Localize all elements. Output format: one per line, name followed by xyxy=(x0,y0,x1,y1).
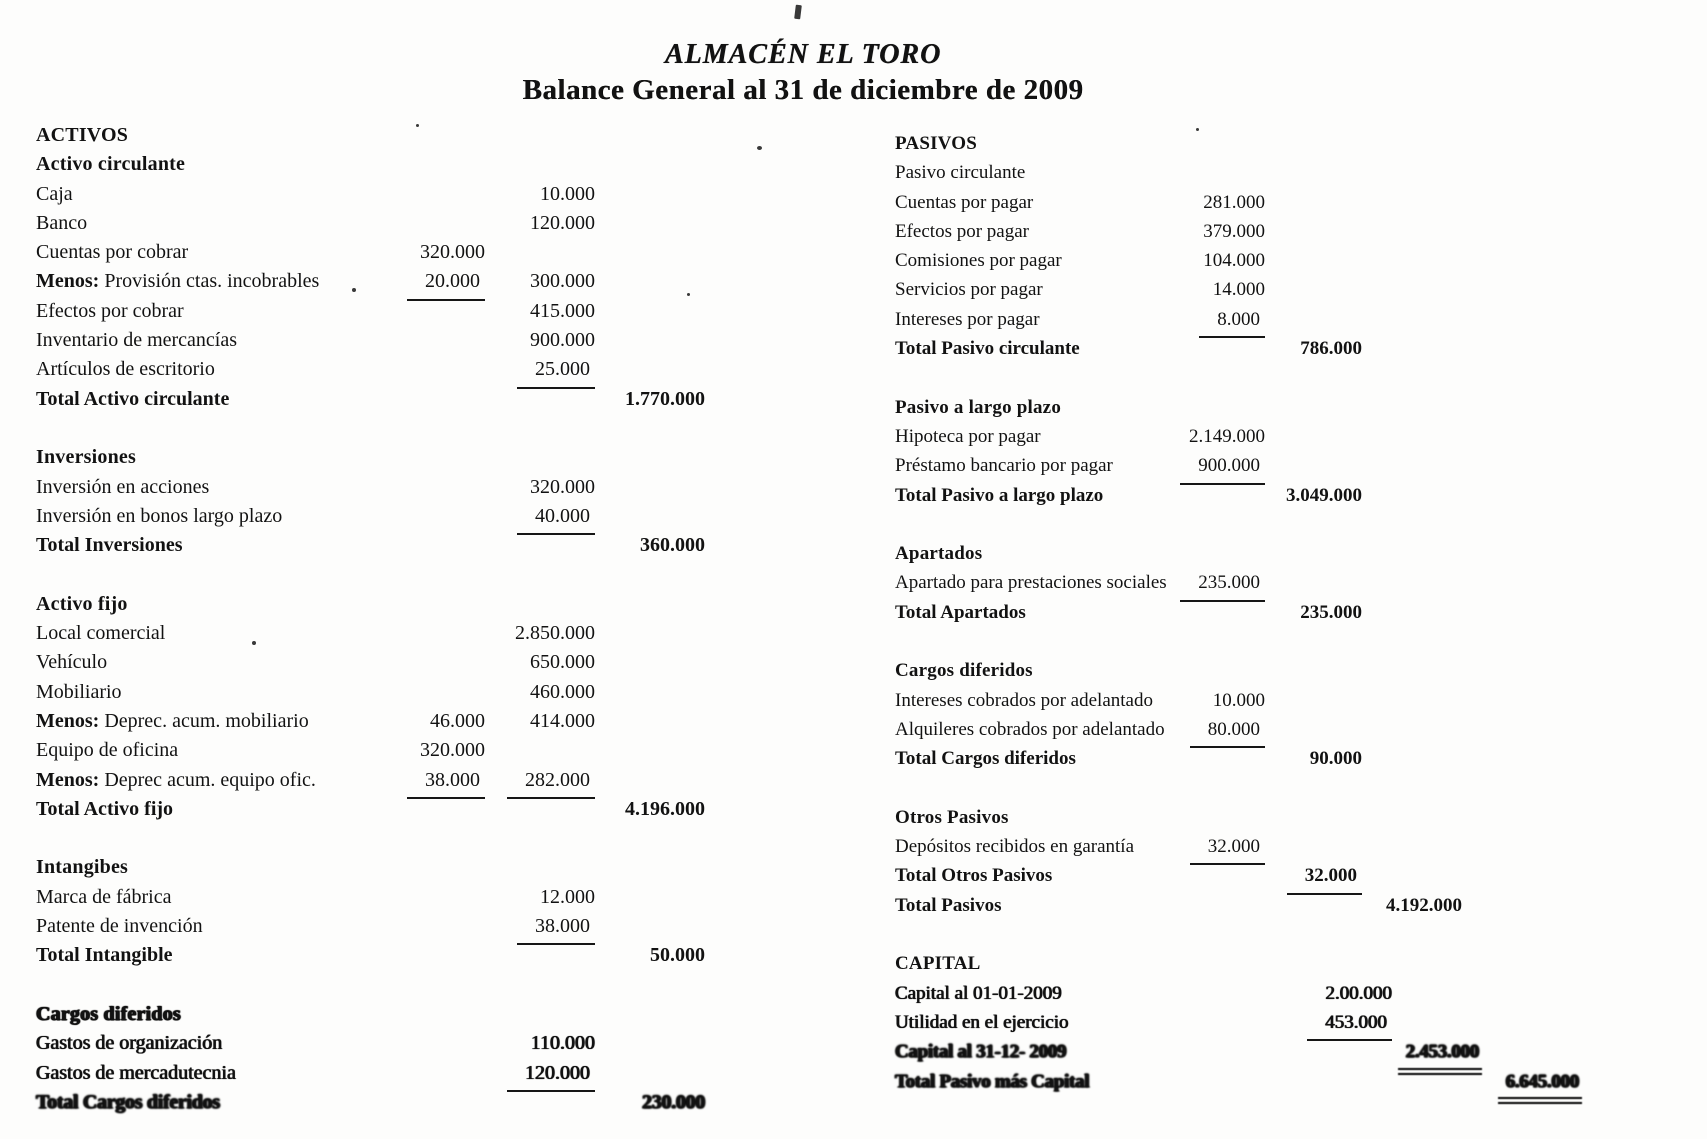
account-label: Menos: Deprec. acum. mobiliario xyxy=(36,709,309,732)
account-label: Servicios por pagar xyxy=(895,279,1043,301)
amount-value: 46.000 xyxy=(430,709,485,732)
assets-column xyxy=(36,121,736,1117)
amount-value: 900.000 xyxy=(1180,451,1265,484)
amount-cell xyxy=(1412,1067,1582,1104)
amount-value: 460.000 xyxy=(530,680,595,703)
account-label: Capital al 01-01-2009 xyxy=(895,982,1062,1004)
account-label: CAPITAL xyxy=(895,953,981,975)
row-spacer xyxy=(36,560,736,589)
amount-value: 320.000 xyxy=(530,475,595,498)
amount-value: 25.000 xyxy=(517,355,595,388)
amount-cell xyxy=(1095,568,1265,601)
amount-cell xyxy=(425,180,595,209)
account-label: ACTIVOS xyxy=(36,124,129,146)
account-label: Gastos de mercadutecnia xyxy=(36,1061,236,1084)
amount-value: 300.000 xyxy=(530,270,595,293)
account-label: Total Pasivo a largo plazo xyxy=(895,484,1104,506)
scan-speck xyxy=(1196,128,1199,131)
amount-value: 10.000 xyxy=(540,182,595,205)
amount-value: 2.453.000 xyxy=(1398,1037,1482,1074)
amount-value: 12.000 xyxy=(540,885,595,908)
balance-row xyxy=(36,473,736,502)
balance-row xyxy=(895,393,1595,422)
amount-value: 230.000 xyxy=(642,1090,705,1113)
amount-value: 320.000 xyxy=(420,739,485,762)
amount-value: 40.000 xyxy=(517,502,595,535)
balance-row xyxy=(36,795,736,824)
balance-row xyxy=(36,707,736,736)
amount-value: 80.000 xyxy=(1190,715,1265,748)
account-label: Activo circulante xyxy=(36,153,186,176)
balance-row xyxy=(36,590,736,619)
amount-value: 38.000 xyxy=(517,912,595,945)
amount-cell xyxy=(1222,979,1392,1008)
amount-cell xyxy=(315,736,485,765)
amount-value: 90.000 xyxy=(1309,748,1362,770)
amount-value: 235.000 xyxy=(1300,601,1362,623)
amount-value: 360.000 xyxy=(640,534,705,557)
account-label: Utilidad en el ejercicio xyxy=(895,1011,1069,1033)
account-label: Apartado para prestaciones sociales xyxy=(895,572,1167,594)
balance-row xyxy=(36,502,736,531)
balance-row xyxy=(36,326,736,355)
amount-value: 650.000 xyxy=(530,651,595,674)
row-spacer xyxy=(36,971,736,1000)
balance-row xyxy=(36,150,736,179)
amount-cell xyxy=(1292,891,1462,920)
amount-cell xyxy=(1095,246,1265,275)
amount-cell xyxy=(425,883,595,912)
scan-speck xyxy=(416,124,419,127)
balance-row xyxy=(895,305,1595,334)
amount-cell xyxy=(425,326,595,355)
account-label: Cargos diferidos xyxy=(895,660,1033,682)
account-label: Artículos de escritorio xyxy=(36,358,215,381)
balance-row xyxy=(895,275,1595,304)
amount-value: 2.00.000 xyxy=(1325,982,1392,1004)
balance-row xyxy=(36,678,736,707)
amount-cell xyxy=(425,473,595,502)
amount-value: 38.000 xyxy=(407,766,485,799)
amount-value: 3.049.000 xyxy=(1286,484,1362,506)
account-label: Mobiliario xyxy=(36,680,122,703)
balance-row xyxy=(36,180,736,209)
amount-cell xyxy=(1222,1008,1392,1041)
amount-value: 4.192.000 xyxy=(1386,894,1462,916)
amount-cell xyxy=(315,238,485,267)
document-header xyxy=(0,38,1606,109)
account-label: Inversiones xyxy=(36,446,136,469)
account-label: Cuentas por pagar xyxy=(895,191,1034,213)
amount-cell xyxy=(535,1088,705,1117)
balance-row xyxy=(895,539,1595,568)
amount-value: 32.000 xyxy=(1190,832,1265,865)
account-label: Marca de fábrica xyxy=(36,885,172,908)
liabilities-column xyxy=(895,129,1595,1096)
account-label: Total Apartados xyxy=(895,601,1026,623)
amount-value: 120.000 xyxy=(507,1059,595,1092)
menos-prefix: Menos: xyxy=(36,270,100,293)
balance-row xyxy=(36,238,736,267)
balance-row xyxy=(36,385,736,414)
account-label: Cuentas por cobrar xyxy=(36,241,189,264)
amount-cell xyxy=(425,209,595,238)
balance-row xyxy=(36,736,736,765)
balance-row xyxy=(895,744,1595,773)
amount-value: 1.770.000 xyxy=(625,387,705,410)
balance-row xyxy=(36,1000,736,1029)
balance-row xyxy=(895,158,1595,187)
scan-speck xyxy=(687,293,690,296)
row-spacer xyxy=(895,774,1595,803)
account-label: Total Pasivo más Capital xyxy=(895,1070,1090,1092)
balance-row xyxy=(895,188,1595,217)
amount-value: 282.000 xyxy=(507,766,595,799)
amount-cell xyxy=(535,385,705,414)
account-label: Patente de invención xyxy=(36,915,203,938)
balance-row xyxy=(895,129,1595,158)
scan-speck xyxy=(252,641,256,645)
amount-value: 900.000 xyxy=(530,329,595,352)
amount-cell xyxy=(1192,744,1362,773)
account-label: Total Pasivo circulante xyxy=(895,338,1080,360)
amount-cell xyxy=(535,795,705,824)
balance-row xyxy=(36,1059,736,1088)
amount-value: 235.000 xyxy=(1180,568,1265,601)
amount-value: 414.000 xyxy=(530,709,595,732)
account-label: Total Pasivos xyxy=(895,894,1002,916)
account-label: Intereses cobrados por adelantado xyxy=(895,689,1153,711)
account-label: Pasivo a largo plazo xyxy=(895,396,1062,418)
amount-cell xyxy=(425,297,595,326)
amount-cell xyxy=(1095,188,1265,217)
balance-row xyxy=(895,861,1595,890)
amount-cell xyxy=(425,707,595,736)
amount-value: 6.645.000 xyxy=(1498,1067,1582,1104)
account-label: Intangibes xyxy=(36,856,129,879)
account-label: Efectos por pagar xyxy=(895,220,1029,242)
amount-value: 2.149.000 xyxy=(1189,425,1265,447)
amount-cell xyxy=(535,531,705,560)
account-label: Vehículo xyxy=(36,651,108,674)
amount-cell xyxy=(425,678,595,707)
amount-cell xyxy=(425,355,595,388)
menos-prefix: Menos: xyxy=(36,709,100,732)
amount-cell xyxy=(425,502,595,535)
amount-cell xyxy=(535,941,705,970)
balance-row xyxy=(895,979,1595,1008)
account-label: Cargos diferidos xyxy=(36,1002,181,1025)
account-label: Préstamo bancario por pagar xyxy=(895,455,1113,477)
account-label: Total Activo circulante xyxy=(36,387,230,410)
balance-row xyxy=(895,451,1595,480)
account-label: Equipo de oficina xyxy=(36,739,179,762)
amount-value: 281.000 xyxy=(1203,191,1265,213)
balance-row xyxy=(36,531,736,560)
account-label: Total Otros Pasivos xyxy=(895,865,1053,887)
amount-cell xyxy=(425,648,595,677)
account-label: Menos: Provisión ctas. incobrables xyxy=(36,270,320,293)
balance-row xyxy=(36,1029,736,1058)
balance-row xyxy=(36,766,736,795)
balance-row xyxy=(36,121,736,150)
row-spacer xyxy=(895,363,1595,392)
account-label: Menos: Deprec acum. equipo ofic. xyxy=(36,768,316,791)
balance-row xyxy=(36,209,736,238)
menos-prefix: Menos: xyxy=(36,768,100,791)
account-label: Depósitos recibidos en garantía xyxy=(895,836,1135,858)
amount-cell xyxy=(1095,305,1265,338)
account-label: Pasivo circulante xyxy=(895,162,1026,184)
balance-row xyxy=(895,832,1595,861)
amount-value: 50.000 xyxy=(650,944,705,967)
account-label: Comisiones por pagar xyxy=(895,250,1062,272)
amount-value: 2.850.000 xyxy=(515,622,595,645)
account-label: Activo fijo xyxy=(36,592,128,615)
account-label: Local comercial xyxy=(36,622,166,645)
account-label: Otros Pasivos xyxy=(895,806,1009,828)
amount-value: 8.000 xyxy=(1199,305,1265,338)
account-label: Inversión en acciones xyxy=(36,475,210,498)
balance-row xyxy=(895,1037,1595,1066)
scan-speck xyxy=(794,5,802,20)
account-label: Apartados xyxy=(895,543,983,565)
amount-value: 10.000 xyxy=(1212,689,1265,711)
balance-row xyxy=(36,1088,736,1117)
account-label: Inversión en bonos largo plazo xyxy=(36,504,283,527)
account-label: Total Cargos diferidos xyxy=(895,748,1076,770)
amount-value: 320.000 xyxy=(420,241,485,264)
page-title: ALMACÉN EL TORO xyxy=(664,39,942,70)
balance-row xyxy=(895,949,1595,978)
balance-row xyxy=(895,334,1595,363)
balance-row xyxy=(895,686,1595,715)
page-subtitle: Balance General al 31 de diciembre de 2009 xyxy=(522,74,1084,106)
amount-value: 20.000 xyxy=(407,267,485,300)
amount-value: 4.196.000 xyxy=(625,797,705,820)
row-spacer xyxy=(895,627,1595,656)
balance-row xyxy=(36,355,736,384)
balance-row xyxy=(36,267,736,296)
balance-row xyxy=(36,619,736,648)
balance-row xyxy=(895,891,1595,920)
row-spacer xyxy=(895,920,1595,949)
amount-cell xyxy=(1095,422,1265,451)
balance-row xyxy=(36,883,736,912)
amount-value: 379.000 xyxy=(1203,220,1265,242)
balance-row xyxy=(895,568,1595,597)
amount-cell xyxy=(425,766,595,799)
amount-value: 14.000 xyxy=(1212,279,1265,301)
account-label: Gastos de organización xyxy=(36,1032,223,1055)
account-label: Inventario de mercancías xyxy=(36,329,238,352)
account-label: Total Activo fijo xyxy=(36,797,174,820)
scan-speck xyxy=(757,146,762,150)
row-spacer xyxy=(36,824,736,853)
amount-cell xyxy=(425,267,595,296)
amount-cell xyxy=(1095,686,1265,715)
balance-row xyxy=(895,1008,1595,1037)
amount-cell xyxy=(1095,715,1265,748)
account-label: Total Cargos diferidos xyxy=(36,1090,220,1113)
scan-speck xyxy=(352,288,356,292)
balance-row xyxy=(895,422,1595,451)
amount-cell xyxy=(1095,832,1265,865)
account-label: Alquileres cobrados por adelantado xyxy=(895,718,1165,740)
amount-cell xyxy=(425,619,595,648)
account-label: Caja xyxy=(36,182,73,205)
amount-cell xyxy=(425,912,595,945)
amount-value: 110.000 xyxy=(530,1032,595,1055)
amount-cell xyxy=(1095,275,1265,304)
row-spacer xyxy=(36,414,736,443)
balance-row xyxy=(36,853,736,882)
amount-cell xyxy=(1192,598,1362,627)
amount-cell xyxy=(1095,217,1265,246)
account-label: Efectos por cobrar xyxy=(36,299,184,322)
balance-row xyxy=(895,1067,1595,1096)
amount-cell xyxy=(1095,451,1265,484)
account-label: Total Inversiones xyxy=(36,534,183,557)
amount-cell xyxy=(425,1029,595,1058)
balance-row xyxy=(895,481,1595,510)
balance-row xyxy=(36,912,736,941)
amount-value: 453.000 xyxy=(1307,1008,1392,1041)
balance-row xyxy=(895,715,1595,744)
amount-value: 32.000 xyxy=(1287,861,1362,894)
balance-row xyxy=(36,648,736,677)
balance-row xyxy=(895,656,1595,685)
amount-cell xyxy=(1192,481,1362,510)
balance-row xyxy=(36,443,736,472)
row-spacer xyxy=(895,510,1595,539)
amount-value: 104.000 xyxy=(1203,250,1265,272)
amount-value: 786.000 xyxy=(1300,338,1362,360)
amount-cell xyxy=(425,1059,595,1092)
balance-row xyxy=(895,217,1595,246)
amount-value: 120.000 xyxy=(530,211,595,234)
account-label: Intereses por pagar xyxy=(895,308,1040,330)
account-label: Hipoteca por pagar xyxy=(895,425,1041,447)
balance-row xyxy=(895,803,1595,832)
account-label: Total Intangible xyxy=(36,944,173,967)
account-label: Banco xyxy=(36,211,88,234)
account-label: PASIVOS xyxy=(895,133,977,154)
amount-value: 415.000 xyxy=(530,299,595,322)
account-label: Capital al 31-12- 2009 xyxy=(895,1041,1067,1063)
amount-cell xyxy=(1192,334,1362,363)
balance-row xyxy=(36,941,736,970)
amount-cell xyxy=(1192,861,1362,894)
balance-row xyxy=(895,246,1595,275)
balance-row xyxy=(36,297,736,326)
balance-row xyxy=(895,598,1595,627)
